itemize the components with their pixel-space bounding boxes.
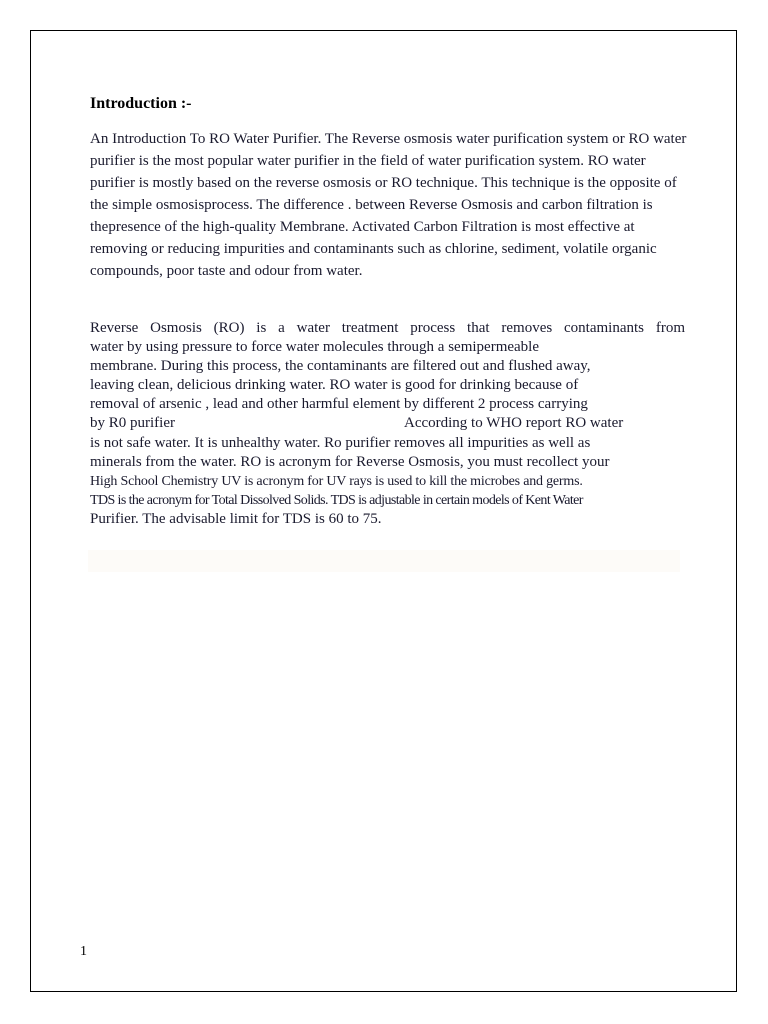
paragraph-line: High School Chemistry UV is acronym for UV rays is used to kill the microbes and germs.	[90, 473, 583, 489]
paragraph-line-split	[90, 414, 685, 433]
page-number: 1	[80, 944, 87, 959]
paragraph-line: removal of arsenic , lead and other harmful element by different 2 process carrying	[90, 396, 588, 413]
paragraph-line: membrane. During this process, the contaminants are filtered out and flushed away,	[90, 358, 591, 375]
shaded-band	[88, 550, 680, 572]
intro-paragraph: An Introduction To RO Water Purifier. The Reverse osmosis water purification system or RO water purifier is the most popular water purifier in the field of water purification system. RO water purifier is mostly based on the reverse osmosis or RO technique. This technique is the opposite of the simple osmosisprocess. The difference . between Reverse Osmosis and carbon filtration is thepresence of the high-quality Membrane. Activated Carbon Filtration is most effective at removing or reducing impurities and contaminants such as chlorine, sediment, volatile organic compounds, poor taste and odour from water.	[90, 131, 687, 279]
paragraph-line: minerals from the water. RO is acronym for Reverse Osmosis, you must recollect your	[90, 453, 610, 470]
paragraph-line: water by using pressure to force water molecules through a semipermeable	[90, 339, 540, 356]
paragraph-line: Purifier. The advisable limit for TDS is 60 to 75.	[90, 510, 382, 527]
ro-paragraph	[90, 319, 685, 529]
paragraph-line: Reverse Osmosis (RO) is a water treatment process that removes contaminants from	[90, 320, 685, 336]
paragraph-line: is not safe water. It is unhealthy water. Ro purifier removes all impurities as well as	[90, 434, 591, 451]
paragraph-line: TDS is the acronym for Total Dissolved Solids. TDS is adjustable in certain models of Kent Water	[90, 492, 583, 508]
paragraph-fragment: by R0 purifier	[90, 415, 175, 432]
paragraph-line: leaving clean, delicious drinking water. RO water is good for drinking because of	[90, 377, 579, 394]
paragraph-fragment: According to WHO report RO water	[403, 415, 624, 432]
section-heading: Introduction :-	[90, 95, 192, 112]
